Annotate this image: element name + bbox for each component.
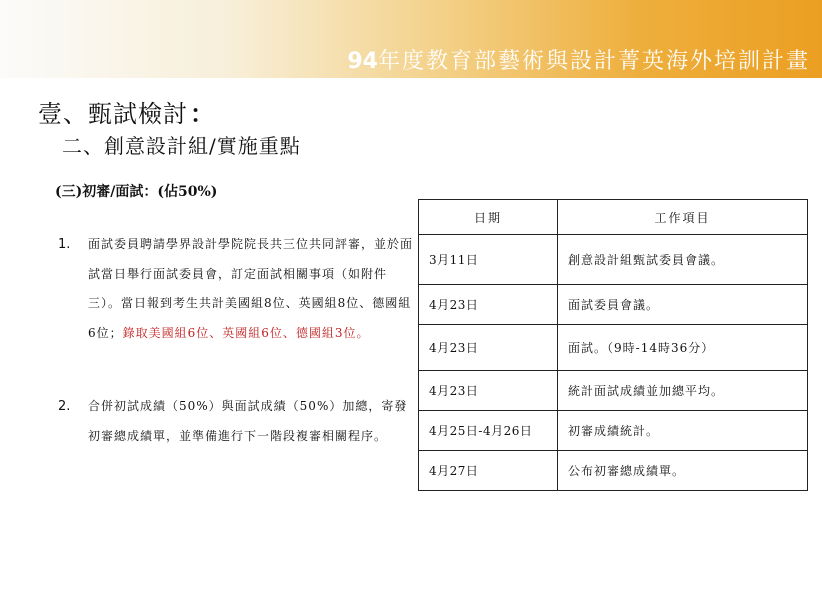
banner-title-text: 年度教育部藝術與設計菁英海外培訓計畫 <box>377 49 810 74</box>
list-item-index: 1. <box>58 237 71 252</box>
table-row <box>419 451 808 491</box>
cell-date: 4月23日 <box>419 285 558 325</box>
cell-date: 3月11日 <box>419 235 558 285</box>
list-item-text <box>88 392 418 451</box>
table-row <box>419 325 808 371</box>
list-item-2 <box>58 392 418 482</box>
list-item-text-plain: 合併初試成績（50%）與面試成績（50%）加總，寄發初審總成績單，並準備進行下一階段複審相關程序。 <box>88 399 408 443</box>
column-header-task: 工作項目 <box>558 200 808 235</box>
table-row <box>419 235 808 285</box>
section-heading-2: 二、創意設計組/實施重點 <box>62 134 301 158</box>
cell-date: 4月23日 <box>419 325 558 371</box>
list-item-1 <box>58 230 418 380</box>
banner-title-year: 94 <box>347 49 378 74</box>
cell-task: 面試委員會議。 <box>558 285 808 325</box>
column-header-date: 日期 <box>419 200 558 235</box>
list-item-text-plain: 面試委員聘請學界設計學院院長共三位共同評審，並於面試當日舉行面試委員會，訂定面試相關事項（如附件三）。當日報到考生共計美國組8位、英國組8位、德國組6位； <box>88 237 414 340</box>
section-heading-1 <box>38 94 215 129</box>
table-row <box>419 411 808 451</box>
list-item-text-highlight: 錄取美國組6位、英國組6位、德國組3位。 <box>122 325 370 340</box>
cell-date: 4月25日-4月26日 <box>419 411 558 451</box>
cell-task: 創意設計組甄試委員會議。 <box>558 235 808 285</box>
banner-title <box>347 44 810 75</box>
cell-task: 公布初審總成績單。 <box>558 451 808 491</box>
list-item-text <box>88 230 418 348</box>
schedule-table <box>418 199 808 491</box>
table-header-row <box>419 200 808 235</box>
cell-task: 初審成績統計。 <box>558 411 808 451</box>
header-banner <box>0 0 822 78</box>
cell-date: 4月27日 <box>419 451 558 491</box>
list-item-index: 2. <box>58 399 71 414</box>
table-row <box>419 285 808 325</box>
table-row <box>419 371 808 411</box>
heading-1-text: 壹、甄試檢討 <box>38 100 188 128</box>
heading-1-colon: ： <box>190 100 215 128</box>
cell-task: 面試。（9時-14時36分） <box>558 325 808 371</box>
subsection-title: (三)初審/面試：(佔50%) <box>55 184 218 200</box>
cell-task: 統計面試成績並加總平均。 <box>558 371 808 411</box>
cell-date: 4月23日 <box>419 371 558 411</box>
